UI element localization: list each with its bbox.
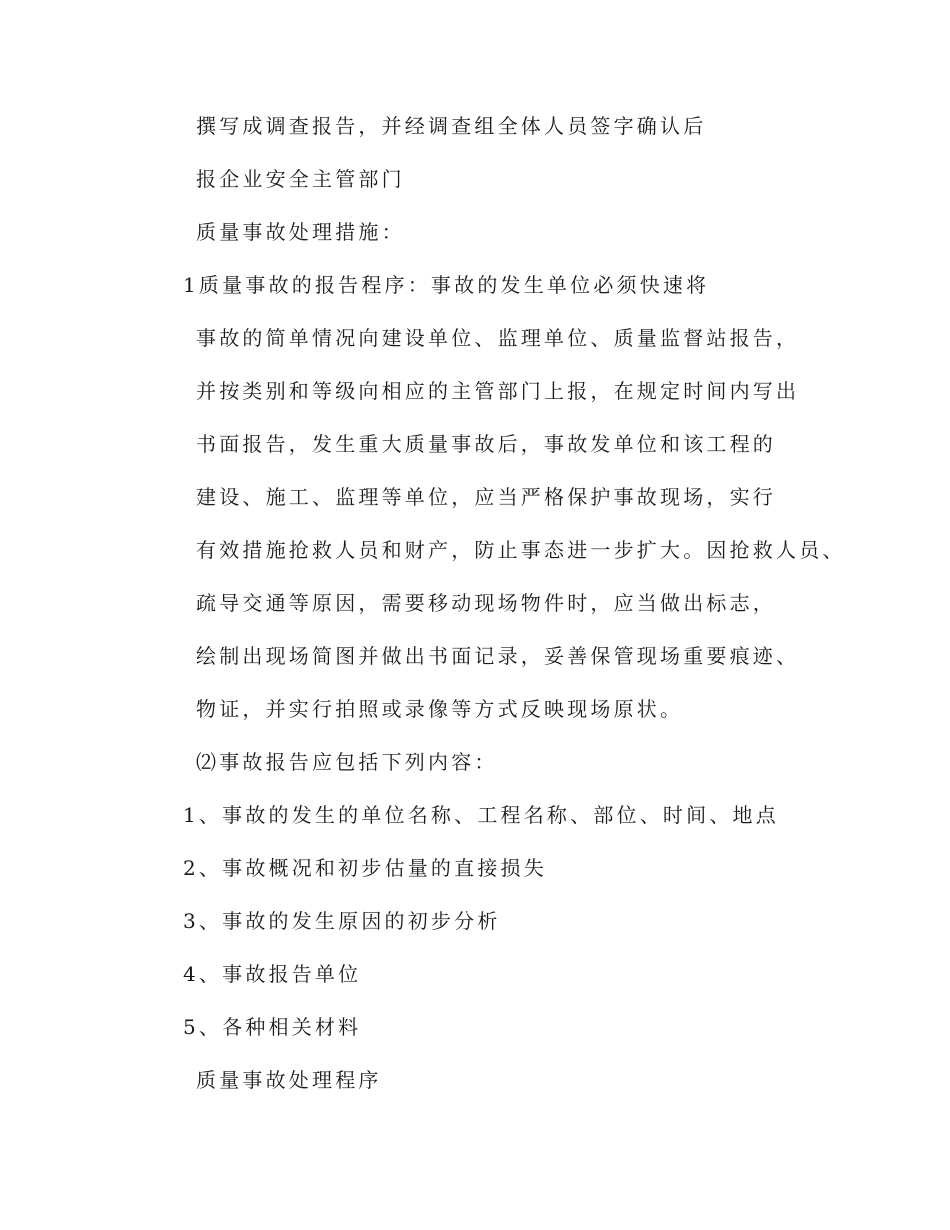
body-text-line: 有效措施抢救人员和财产，防止事态进一步扩大。因抢救人员、 (196, 538, 846, 562)
list-item: 2、事故概况和初步估量的直接损失 (183, 856, 547, 880)
body-text-line: 物证，并实行拍照或录像等方式反映现场原状。 (196, 697, 684, 721)
body-text-line: 绘制出现场简图并做出书面记录，妥善保管现场重要痕迹、 (196, 644, 800, 668)
body-text-line: 书面报告，发生重大质量事故后，事故发单位和该工程的 (196, 432, 776, 456)
body-text-line: 疏导交通等原因，需要移动现场物件时，应当做出标志， (196, 591, 776, 615)
body-text-line: 事故的简单情况向建设单位、监理单位、质量监督站报告， (196, 326, 800, 350)
list-item: 5、各种相关材料 (183, 1015, 362, 1039)
body-text-line: 建设、施工、监理等单位，应当严格保护事故现场，实行 (196, 485, 776, 509)
numbered-paragraph-start: 1质量事故的报告程序：事故的发生单位必须快速将 (183, 273, 710, 297)
body-text-line: 报企业安全主管部门 (196, 167, 405, 191)
subsection-heading: ⑵事故报告应包括下列内容： (196, 750, 498, 774)
body-text-line: 撰写成调查报告，并经调查组全体人员签字确认后 (196, 114, 707, 138)
body-text-line: 并按类别和等级向相应的主管部门上报，在规定时间内写出 (196, 379, 800, 403)
section-heading: 质量事故处理程序 (196, 1068, 382, 1092)
list-item: 1、事故的发生的单位名称、工程名称、部位、时间、地点 (183, 803, 779, 827)
list-item: 4、事故报告单位 (183, 962, 362, 986)
section-heading: 质量事故处理措施： (196, 220, 405, 244)
list-item: 3、事故的发生原因的初步分析 (183, 909, 501, 933)
